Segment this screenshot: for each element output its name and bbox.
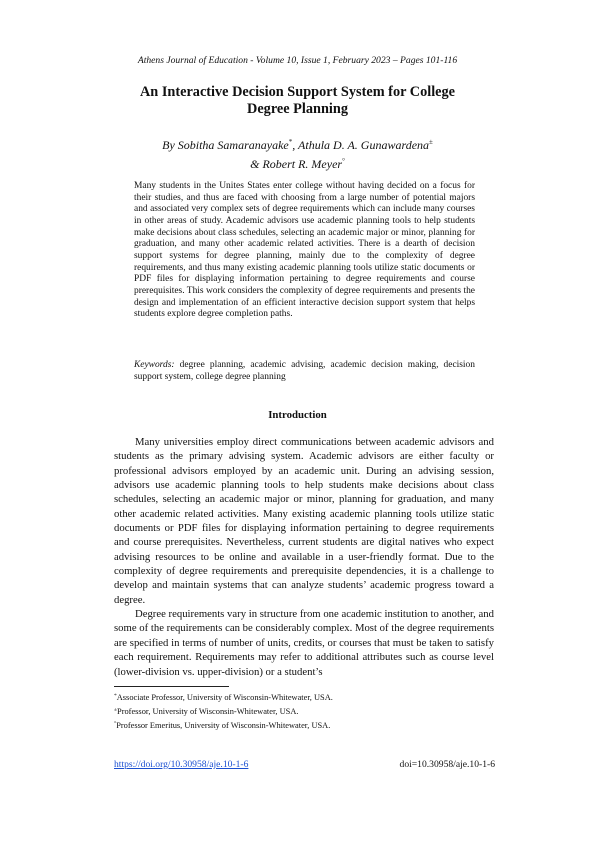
doi-link[interactable]: https://doi.org/10.30958/aje.10-1-6 — [114, 759, 249, 770]
section-heading: Introduction — [268, 409, 327, 421]
title-line-1: An Interactive Decision Support System for College — [139, 84, 456, 100]
footnote-item — [114, 704, 494, 718]
footnote-mark: ± — [114, 707, 118, 713]
body-paragraph: Many universities employ direct communications between academic advisors and students as the primary advising system. Academic advisors are either faculty or professional advisors employed by an academic unit. During an advising session, advisors use academic planning tools to help students make decisions about class schedules, selecting an academic major or minor, planning for graduation, and many other academic related activities. Many existing academic planning tools utilize static documents or PDF files for displaying information pertaining to degree requirements and course prerequisites. Nevertheless, current students are digital natives who expect advising resources to be online and available in a user-friendly format. Due to the complexity of degree requirements and prerequisite dependencies, it is a challenge to develop and maintain systems that can analyze students’ academic progress toward a degree. — [114, 436, 494, 606]
body-paragraph: Degree requirements vary in structure from one academic institution to another, and some of the requirements can be considerably complex. Most of the degree requirements are specified in terms of number of units, credits, or courses that must be taken to satisfy each requirement. Requirements may refer to additional attributes such as course level (lower-division vs. upper-division) or a student’s — [114, 608, 494, 678]
footnote-text: Professor, University of Wisconsin-Whitewater, USA. — [117, 707, 299, 716]
footnote-item — [114, 718, 494, 732]
keywords-label: Keywords: — [134, 360, 175, 370]
author-name-1: By Sobitha Samaranayake — [162, 138, 289, 152]
title-line-2: Degree Planning — [247, 101, 348, 117]
footnote-divider — [114, 686, 229, 687]
footnote-mark: ° — [114, 721, 117, 727]
keywords-text: degree planning, academic advising, academic decision making, decision support system, college degree planning — [134, 360, 475, 382]
author-line-2 — [80, 153, 515, 172]
footnotes — [114, 690, 494, 732]
body-text — [114, 435, 494, 679]
keywords — [134, 360, 475, 383]
footnote-text: Associate Professor, University of Wisconsin-Whitewater, USA. — [116, 693, 333, 702]
author-list — [80, 134, 515, 172]
doi-text: doi=10.30958/aje.10-1-6 — [399, 759, 495, 770]
author-mark-2: ± — [429, 138, 433, 146]
footnote-mark: * — [114, 693, 117, 699]
author-mark-3: ° — [342, 157, 345, 165]
paper-title — [100, 84, 495, 118]
author-name-3: & Robert R. Meyer — [250, 157, 343, 171]
author-name-2: , Athula D. A. Gunawardena — [292, 138, 430, 152]
abstract: Many students in the Unites States enter college without having decided on a focus for their studies, and thus are faced with choosing from a large number of potential majors and associated very complex sets of degree requirements which can include many courses in other areas of study. Academic advisors use academic planning tools to help students make decisions about class schedules, selecting an academic major or minor, planning for graduation, and many other academic related activities. There is a dearth of decision support systems for degree planning, mainly due to the complexity of degree requirements, and thus many existing academic planning tools utilize static documents or PDF files for displaying information pertaining to degree requirements and course prerequisites. This work considers the complexity of degree requirements and presents the design and implementation of an efficient interactive decision support system that helps students explore degree completion paths. — [134, 181, 475, 320]
author-line-1 — [80, 134, 515, 153]
footnote-text: Professor Emeritus, University of Wisconsin-Whitewater, USA. — [116, 721, 331, 730]
footnote-item — [114, 690, 494, 704]
author-mark-1: * — [288, 138, 293, 146]
running-head: Athens Journal of Education - Volume 10, Issue 1, February 2023 – Pages 101-116 — [137, 55, 458, 66]
